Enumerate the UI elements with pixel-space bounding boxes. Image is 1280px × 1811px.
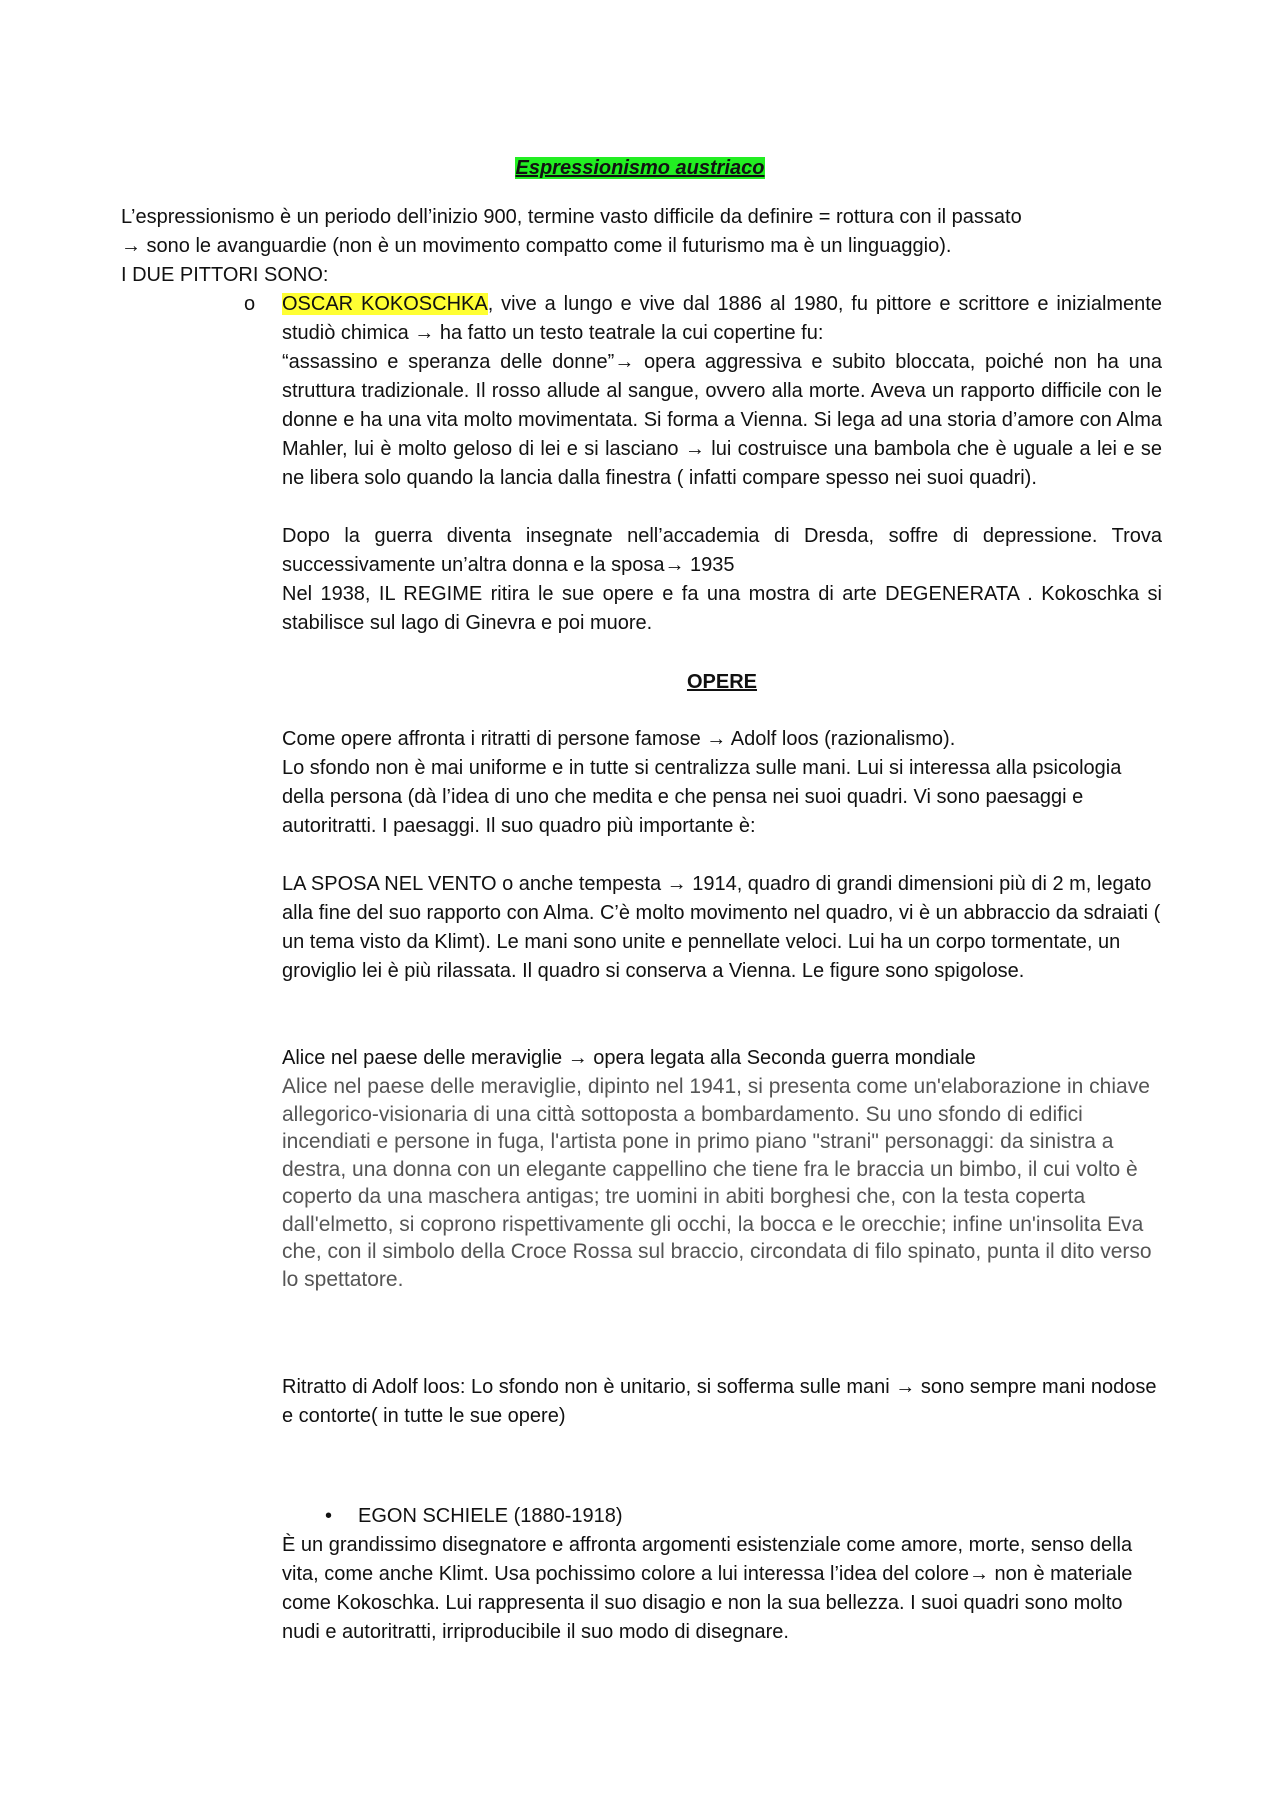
kokoschka-p1-text: , vive a lungo e vive dal 1886 al 1980, fu pittore e scrittore e inizialmente studiò chimica → ha fatto un testo teatrale la cui copertine fu: bbox=[282, 293, 1162, 344]
ritratto-paragraph: Ritratto di Adolf loos: Lo sfondo non è unitario, si sofferma sulle mani → sono sempre mani nodose e contorte( in tutte le sue opere) bbox=[282, 1376, 1157, 1427]
schiele-paragraph: È un grandissimo disegnatore e affronta argomenti esistenziale come amore, morte, senso della vita, come anche Klimt. Usa pochissimo colore a lui interessa l’idea del colore→ non è materiale come Kokoschka. Lui rappresenta il suo disagio e non la sua bellezza. I suoi quadri sono molto nudi e autoritratti, irriproducibile il suo modo di disegnare. bbox=[282, 1534, 1133, 1643]
opere-paragraph-1: Come opere affronta i ritratti di persone famose → Adolf loos (razionalismo). bbox=[282, 728, 956, 750]
kokoschka-paragraph-2: “assassino e speranza delle donne”→ opera aggressiva e subito bloccata, poiché non ha una struttura tradizionale. Il rosso allude al sangue, ovvero alla morte. Aveva un rapporto difficile con le donne e ha una vita molto movimentata. Si forma a Vienna. Si lega ad una storia d’amore con Alma Mahler, lui è molto geloso di lei e si lasciano → lui costruisce una bambola che è uguale a lei e se ne libera solo quando la lancia dalla finestra ( infatti compare spesso nei suoi quadri). bbox=[282, 351, 1162, 489]
intro-section bbox=[121, 203, 1022, 290]
opere-paragraph-2: Lo sfondo non è mai uniforme e in tutte si centralizza sulle mani. Lui si interessa alla psicologia della persona (dà l’idea di uno che medita e che pensa nei suoi quadri. Vi sono paesaggi e autoritratti. I paesaggi. Il suo quadro più importante è: bbox=[282, 757, 1122, 837]
intro-line-1: L’espressionismo è un periodo dell’inizio 900, termine vasto difficile da definire = rottura con il passato bbox=[121, 206, 1022, 228]
alice-title: Alice nel paese delle meraviglie → opera legata alla Seconda guerra mondiale bbox=[282, 1047, 976, 1069]
opere-heading: OPERE bbox=[686, 671, 758, 693]
intro-line-2: → sono le avanguardie (non è un movimento compatto come il futurismo ma è un linguaggio). bbox=[121, 235, 952, 257]
alice-quote: Alice nel paese delle meraviglie, dipinto nel 1941, si presenta come un'elaborazione in chiave allegorico-visionaria di una città sottoposta a bombardamento. Su uno sfondo di edifici incendiati e persone in fuga, l'artista pone in primo piano "strani" personaggi: da sinistra a destra, una donna con un elegante cappellino che tiene fra le braccia un bimbo, il cui volto è coperto da una maschera antigas; tre uomini in abiti borghesi che, con la testa coperta dall'elmetto, si coprono rispettivamente gli occhi, la bocca e le orecchie; infine un'insolita Eva che, con il simbolo della Croce Rossa sul braccio, circondata di filo spinato, punta il dito verso lo spettatore. bbox=[282, 1075, 1152, 1291]
bullet-schiele: • bbox=[325, 1505, 333, 1527]
kokoschka-name: OSCAR KOKOSCHKA bbox=[282, 293, 488, 315]
kokoschka-paragraph-4: Nel 1938, IL REGIME ritira le sue opere e fa una mostra di arte DEGENERATA . Kokoschka si stabilisce sul lago di Ginevra e poi muore. bbox=[282, 583, 1162, 634]
document-title: Espressionismo austriaco bbox=[515, 157, 765, 179]
list-marker-kokoschka: o bbox=[244, 293, 256, 315]
schiele-heading: EGON SCHIELE (1880-1918) bbox=[358, 1505, 623, 1527]
kokoschka-paragraph-1 bbox=[282, 290, 1162, 348]
sposa-nel-vento-paragraph: LA SPOSA NEL VENTO o anche tempesta → 1914, quadro di grandi dimensioni più di 2 m, legato alla fine del suo rapporto con Alma. C’è molto movimento nel quadro, vi è un abbraccio da sdraiati ( un tema visto da Klimt). Le mani sono unite e pennellate veloci. Lui ha un corpo tormentate, un groviglio lei è più rilassata. Il quadro si conserva a Vienna. Le figure sono spigolose. bbox=[282, 873, 1161, 982]
intro-line-3: I DUE PITTORI SONO: bbox=[121, 264, 329, 286]
kokoschka-paragraph-3: Dopo la guerra diventa insegnate nell’accademia di Dresda, soffre di depressione. Trova successivamente un’altra donna e la sposa→ 1935 bbox=[282, 525, 1162, 576]
